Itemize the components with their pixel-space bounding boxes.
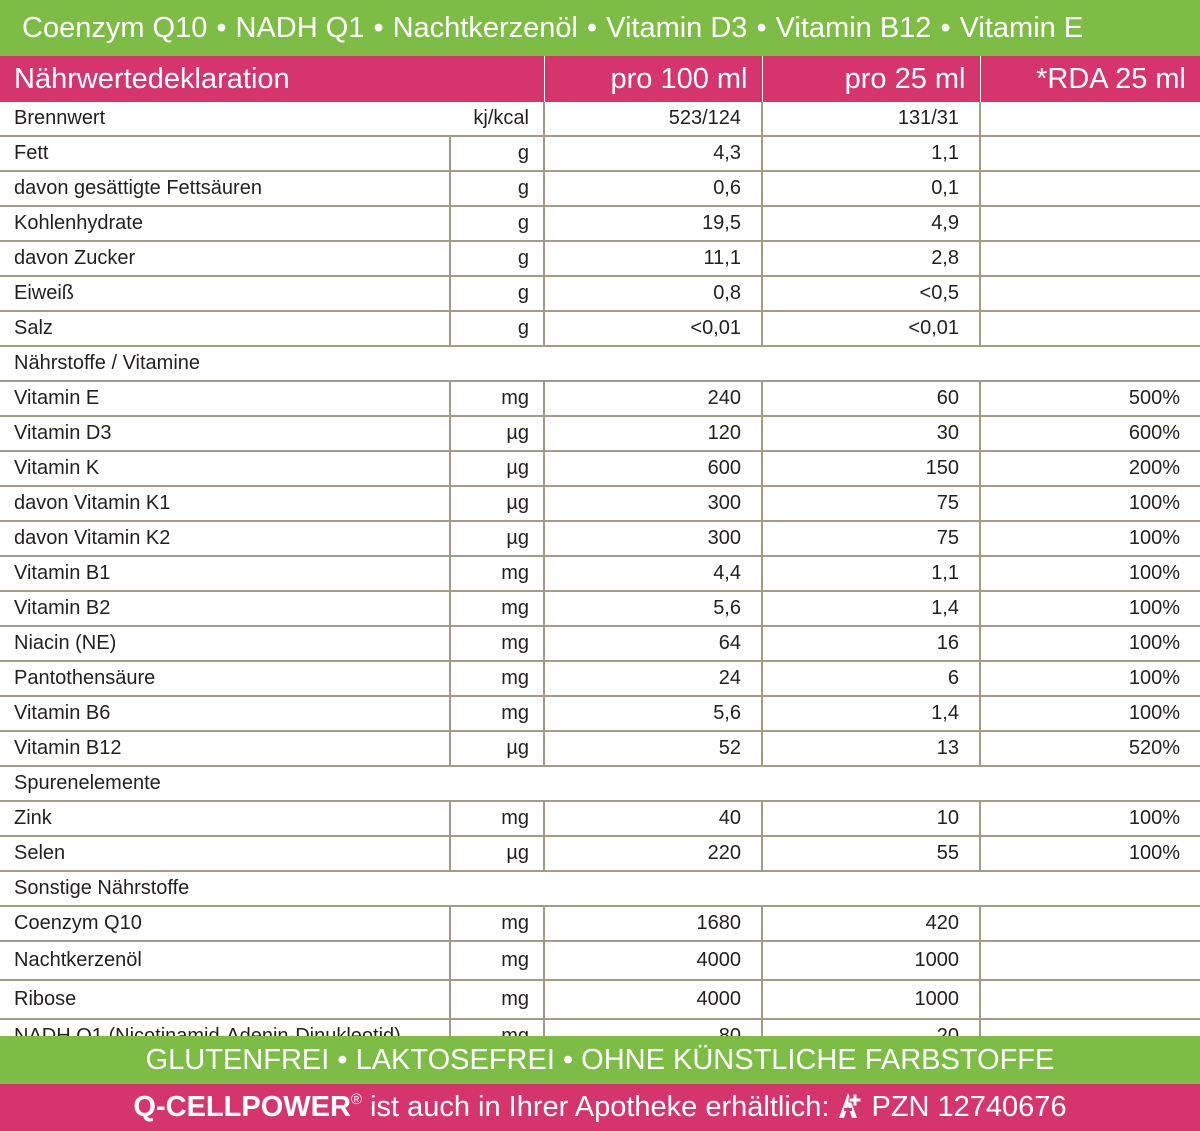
table-row — [0, 521, 1200, 556]
nutrient-name: Pantothensäure — [0, 661, 450, 696]
rda-value: 100% — [980, 801, 1200, 836]
nutrient-name: davon Vitamin K2 — [0, 521, 450, 556]
unit-cell: mg — [450, 381, 544, 416]
per-100ml-value: 64 — [544, 626, 762, 661]
unit-cell: mg — [450, 626, 544, 661]
unit-cell: µg — [450, 486, 544, 521]
per-100ml-value: 0,6 — [544, 171, 762, 206]
table-row — [0, 311, 1200, 346]
unit-cell: g — [450, 206, 544, 241]
footer-text: ist auch in Ihrer Apotheke erhältlich: — [370, 1091, 830, 1123]
section-title: Spurenelemente — [0, 766, 1200, 801]
per-100ml-value: 52 — [544, 731, 762, 766]
per-100ml-value: 4000 — [544, 980, 762, 1019]
rda-value — [980, 171, 1200, 206]
nutrient-name: Coenzym Q10 — [0, 906, 450, 941]
header-rda: *RDA 25 ml — [980, 56, 1200, 102]
unit-cell: kj/kcal — [473, 107, 529, 129]
unit-cell: mg — [450, 906, 544, 941]
registered-mark: ® — [350, 1091, 362, 1108]
brand-name: Q-CELLPOWER — [133, 1091, 351, 1123]
per-25ml-value: 2,8 — [762, 241, 980, 276]
table-row — [0, 836, 1200, 871]
unit-cell: mg — [450, 941, 544, 980]
per-25ml-value: <0,5 — [762, 276, 980, 311]
table-row — [0, 102, 1200, 136]
top-banner — [0, 0, 1200, 56]
per-25ml-value: 1000 — [762, 980, 980, 1019]
table-body — [0, 102, 1200, 1053]
table-row — [0, 241, 1200, 276]
rda-value — [980, 276, 1200, 311]
nutrient-name: Brennwert — [14, 107, 106, 129]
per-100ml-value: 240 — [544, 381, 762, 416]
per-100ml-value: 5,6 — [544, 696, 762, 731]
table-row — [0, 941, 1200, 980]
per-25ml-value: 30 — [762, 416, 980, 451]
rda-value: 100% — [980, 696, 1200, 731]
table-row — [0, 136, 1200, 171]
banner-item: Vitamin D3 — [606, 12, 748, 44]
nutrient-name: Salz — [0, 311, 450, 346]
table-row — [0, 381, 1200, 416]
banner-item: Coenzym Q10 — [22, 12, 208, 44]
table-row — [0, 416, 1200, 451]
per-25ml-value: 420 — [762, 906, 980, 941]
unit-cell: mg — [450, 556, 544, 591]
per-100ml-value: 4,4 — [544, 556, 762, 591]
table-row — [0, 451, 1200, 486]
per-100ml-value: 4,3 — [544, 136, 762, 171]
rda-value — [980, 206, 1200, 241]
table-row — [0, 906, 1200, 941]
per-25ml-value: 131/31 — [762, 102, 980, 136]
rda-value: 100% — [980, 591, 1200, 626]
table-row — [0, 626, 1200, 661]
nutrient-name: davon Zucker — [0, 241, 450, 276]
table-row — [0, 801, 1200, 836]
unit-cell: µg — [450, 731, 544, 766]
per-100ml-value: 11,1 — [544, 241, 762, 276]
per-25ml-value: 0,1 — [762, 171, 980, 206]
table-row — [0, 980, 1200, 1019]
rda-value: 520% — [980, 731, 1200, 766]
banner-item: Vitamin B12 — [775, 12, 932, 44]
table-row — [0, 206, 1200, 241]
per-25ml-value: 55 — [762, 836, 980, 871]
per-100ml-value: 1680 — [544, 906, 762, 941]
per-100ml-value: 523/124 — [544, 102, 762, 136]
unit-cell: mg — [450, 696, 544, 731]
header-per-25ml: pro 25 ml — [762, 56, 980, 102]
banner-separator: • — [586, 12, 598, 44]
banner-separator: • — [216, 12, 227, 44]
rda-value: 500% — [980, 381, 1200, 416]
nutrient-name: Vitamin B12 — [0, 731, 450, 766]
per-25ml-value: 1000 — [762, 941, 980, 980]
nutrient-name: Vitamin B2 — [0, 591, 450, 626]
table-row — [0, 276, 1200, 311]
table-row — [0, 486, 1200, 521]
banner-item: NADH Q1 — [235, 12, 365, 44]
per-100ml-value: 600 — [544, 451, 762, 486]
per-25ml-value: 60 — [762, 381, 980, 416]
per-25ml-value: 150 — [762, 451, 980, 486]
per-25ml-value: 75 — [762, 486, 980, 521]
per-100ml-value: 120 — [544, 416, 762, 451]
nutrient-name: Kohlenhydrate — [0, 206, 450, 241]
section-row — [0, 766, 1200, 801]
pharmacy-icon — [833, 1091, 863, 1121]
rda-value: 600% — [980, 416, 1200, 451]
rda-value: 100% — [980, 556, 1200, 591]
per-25ml-value: 75 — [762, 521, 980, 556]
per-100ml-value: <0,01 — [544, 311, 762, 346]
per-100ml-value: 24 — [544, 661, 762, 696]
banner-separator: • — [373, 12, 384, 44]
nutrient-name: Vitamin B6 — [0, 696, 450, 731]
unit-cell: µg — [450, 451, 544, 486]
banner-item: Nachtkerzenöl — [392, 12, 578, 44]
per-25ml-value: 10 — [762, 801, 980, 836]
per-25ml-value: <0,01 — [762, 311, 980, 346]
per-100ml-value: 300 — [544, 521, 762, 556]
per-100ml-value: 300 — [544, 486, 762, 521]
rda-value: 100% — [980, 486, 1200, 521]
per-100ml-value: 40 — [544, 801, 762, 836]
per-25ml-value: 6 — [762, 661, 980, 696]
nutrient-name: Niacin (NE) — [0, 626, 450, 661]
unit-cell: µg — [450, 521, 544, 556]
per-25ml-value: 16 — [762, 626, 980, 661]
per-25ml-value: 4,9 — [762, 206, 980, 241]
banner-separator: • — [940, 12, 951, 44]
per-100ml-value: 19,5 — [544, 206, 762, 241]
rda-value: 100% — [980, 626, 1200, 661]
per-25ml-value: 1,1 — [762, 136, 980, 171]
nutrient-name: davon Vitamin K1 — [0, 486, 450, 521]
unit-cell: g — [450, 276, 544, 311]
claims-banner: GLUTENFREI • LAKTOSEFREI • OHNE KÜNSTLICHE FARBSTOFFE — [0, 1036, 1200, 1084]
unit-cell: mg — [450, 980, 544, 1019]
nutrient-name: Ribose — [0, 980, 450, 1019]
banner-separator: • — [756, 12, 767, 44]
per-100ml-value: 220 — [544, 836, 762, 871]
unit-cell: µg — [450, 836, 544, 871]
rda-value — [980, 941, 1200, 980]
rda-value: 100% — [980, 836, 1200, 871]
table-row — [0, 661, 1200, 696]
nutrient-name: Vitamin E — [0, 381, 450, 416]
rda-value: 200% — [980, 451, 1200, 486]
unit-cell: mg — [450, 661, 544, 696]
section-title: Nährstoffe / Vitamine — [0, 346, 1200, 381]
nutrient-name: Fett — [0, 136, 450, 171]
header-declaration: Nährwertedeklaration — [0, 56, 544, 102]
rda-value — [980, 136, 1200, 171]
rda-value: 100% — [980, 521, 1200, 556]
pzn-number: PZN 12740676 — [871, 1091, 1067, 1123]
per-100ml-value: 4000 — [544, 941, 762, 980]
per-25ml-value: 1,4 — [762, 591, 980, 626]
rda-value: 100% — [980, 661, 1200, 696]
rda-value — [980, 311, 1200, 346]
section-title: Sonstige Nährstoffe — [0, 871, 1200, 906]
table-row — [0, 171, 1200, 206]
banner-item: Vitamin E — [959, 12, 1084, 44]
unit-cell: g — [450, 171, 544, 206]
nutrition-table — [0, 56, 1200, 1053]
per-25ml-value: 1,1 — [762, 556, 980, 591]
rda-value — [980, 980, 1200, 1019]
nutrient-name: Vitamin B1 — [0, 556, 450, 591]
unit-cell: g — [450, 311, 544, 346]
unit-cell: g — [450, 241, 544, 276]
section-row — [0, 871, 1200, 906]
table-row — [0, 731, 1200, 766]
rda-value — [980, 102, 1200, 136]
nutrient-name: Nachtkerzenöl — [0, 941, 450, 980]
table-row — [0, 591, 1200, 626]
unit-cell: µg — [450, 416, 544, 451]
nutrient-name: Vitamin D3 — [0, 416, 450, 451]
unit-cell: mg — [450, 801, 544, 836]
per-25ml-value: 1,4 — [762, 696, 980, 731]
table-row — [0, 696, 1200, 731]
footer-banner — [0, 1084, 1200, 1131]
per-25ml-value: 13 — [762, 731, 980, 766]
per-100ml-value: 5,6 — [544, 591, 762, 626]
nutrient-name: davon gesättigte Fettsäuren — [0, 171, 450, 206]
table-header-row — [0, 56, 1200, 102]
nutrient-name: Vitamin K — [0, 451, 450, 486]
header-per-100ml: pro 100 ml — [544, 56, 762, 102]
nutrient-name: Selen — [0, 836, 450, 871]
rda-value — [980, 906, 1200, 941]
nutrient-name: Eiweiß — [0, 276, 450, 311]
table-row — [0, 556, 1200, 591]
unit-cell: g — [450, 136, 544, 171]
rda-value — [980, 241, 1200, 276]
nutrient-name: Zink — [0, 801, 450, 836]
per-100ml-value: 0,8 — [544, 276, 762, 311]
unit-cell: mg — [450, 591, 544, 626]
section-row — [0, 346, 1200, 381]
